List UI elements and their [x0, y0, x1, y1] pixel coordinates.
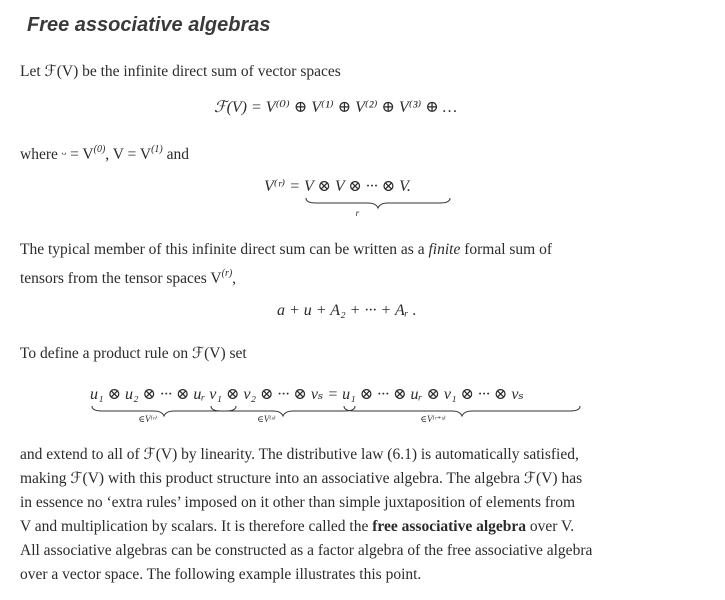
typical-sup-r: (r) — [221, 268, 233, 279]
product-rhs-label: ∈V⁽ʳ⁺ˢ⁾ — [420, 414, 446, 424]
where-suffix: and — [162, 146, 190, 163]
define-paragraph: To define a product rule on ℱ(V) set — [20, 345, 247, 362]
product-v: v₁ ⊗ v₂ ⊗ ··· ⊗ vₛ — [209, 386, 324, 403]
where-prefix: where ᵕ = V — [20, 146, 94, 163]
where-line — [20, 138, 189, 167]
where-sup-0: (0) — [93, 144, 106, 155]
extend-line-3: in essence no ‘extra rules’ imposed on it other than simple juxtaposition of elements from — [20, 494, 575, 511]
typical-text-b: formal sum of — [460, 241, 553, 258]
where-mid: , V = V — [105, 146, 152, 163]
extend-4-text-c: over V. — [526, 518, 575, 535]
extend-line-2: making ℱ(V) with this product structure into an associative algebra. The algebra ℱ(V) has — [20, 470, 583, 487]
product-rhs: u₁ ⊗ ··· ⊗ uᵣ ⊗ v₁ ⊗ ··· ⊗ vₛ — [342, 386, 524, 403]
product-rhs-group — [342, 384, 524, 424]
where-sup-1: (1) — [151, 144, 163, 155]
intro-paragraph: Let ℱ(V) be the infinite direct sum of vector spaces — [20, 63, 341, 80]
extend-line-1: and extend to all of ℱ(V) by linearity. The distributive law (6.1) is automatically satisfied, — [20, 446, 579, 463]
tensor-power-lhs: V⁽ʳ⁾ = — [264, 178, 304, 195]
product-equals: = — [323, 386, 343, 403]
extend-4-text-a: V and multiplication by scalars. It is therefore called the — [20, 518, 373, 535]
tensor-power-brace-label: r — [355, 208, 360, 218]
product-u: u₁ ⊗ u₂ ⊗ ··· ⊗ uᵣ — [90, 386, 206, 403]
product-u-label: ∈V⁽ʳ⁾ — [138, 414, 157, 424]
formal-sum-equation: a + u + A₂ + ··· + Aᵣ . — [277, 302, 417, 319]
extend-line-6: over a vector space. The following example illustrates this point. — [20, 566, 422, 583]
extend-line-5: All associative algebras can be constructed as a factor algebra of the free associative algebra — [20, 542, 593, 559]
typical-emphasis: finite — [428, 241, 461, 258]
tensor-power-braced: V ⊗ V ⊗ ··· ⊗ V. r — [304, 176, 411, 196]
typical-paragraph-line-1 — [20, 238, 552, 262]
product-v-group — [209, 384, 324, 424]
typical-text-a: The typical member of this infinite direct sum can be written as a — [20, 241, 429, 258]
typical-text-2: tensors from the tensor spaces V — [20, 270, 222, 287]
section-heading: Free associative algebras — [27, 14, 271, 36]
product-u-group — [90, 384, 206, 424]
product-rule-equation — [90, 384, 524, 424]
extend-line-4 — [20, 515, 574, 539]
free-associative-algebra-term: free associative algebra — [372, 518, 527, 535]
product-v-label: ∈V⁽ˢ⁾ — [257, 414, 276, 424]
tensor-power-equation — [264, 176, 411, 218]
tensor-power-rhs: V ⊗ V ⊗ ··· ⊗ V — [303, 178, 407, 195]
direct-sum-equation: ℱ(V) = V⁽⁰⁾ ⊕ V⁽¹⁾ ⊕ V⁽²⁾ ⊕ V⁽³⁾ ⊕ … — [214, 99, 457, 116]
typical-paragraph-line-2: tensors from the tensor spaces $V^{(r)}$, — [20, 268, 237, 287]
